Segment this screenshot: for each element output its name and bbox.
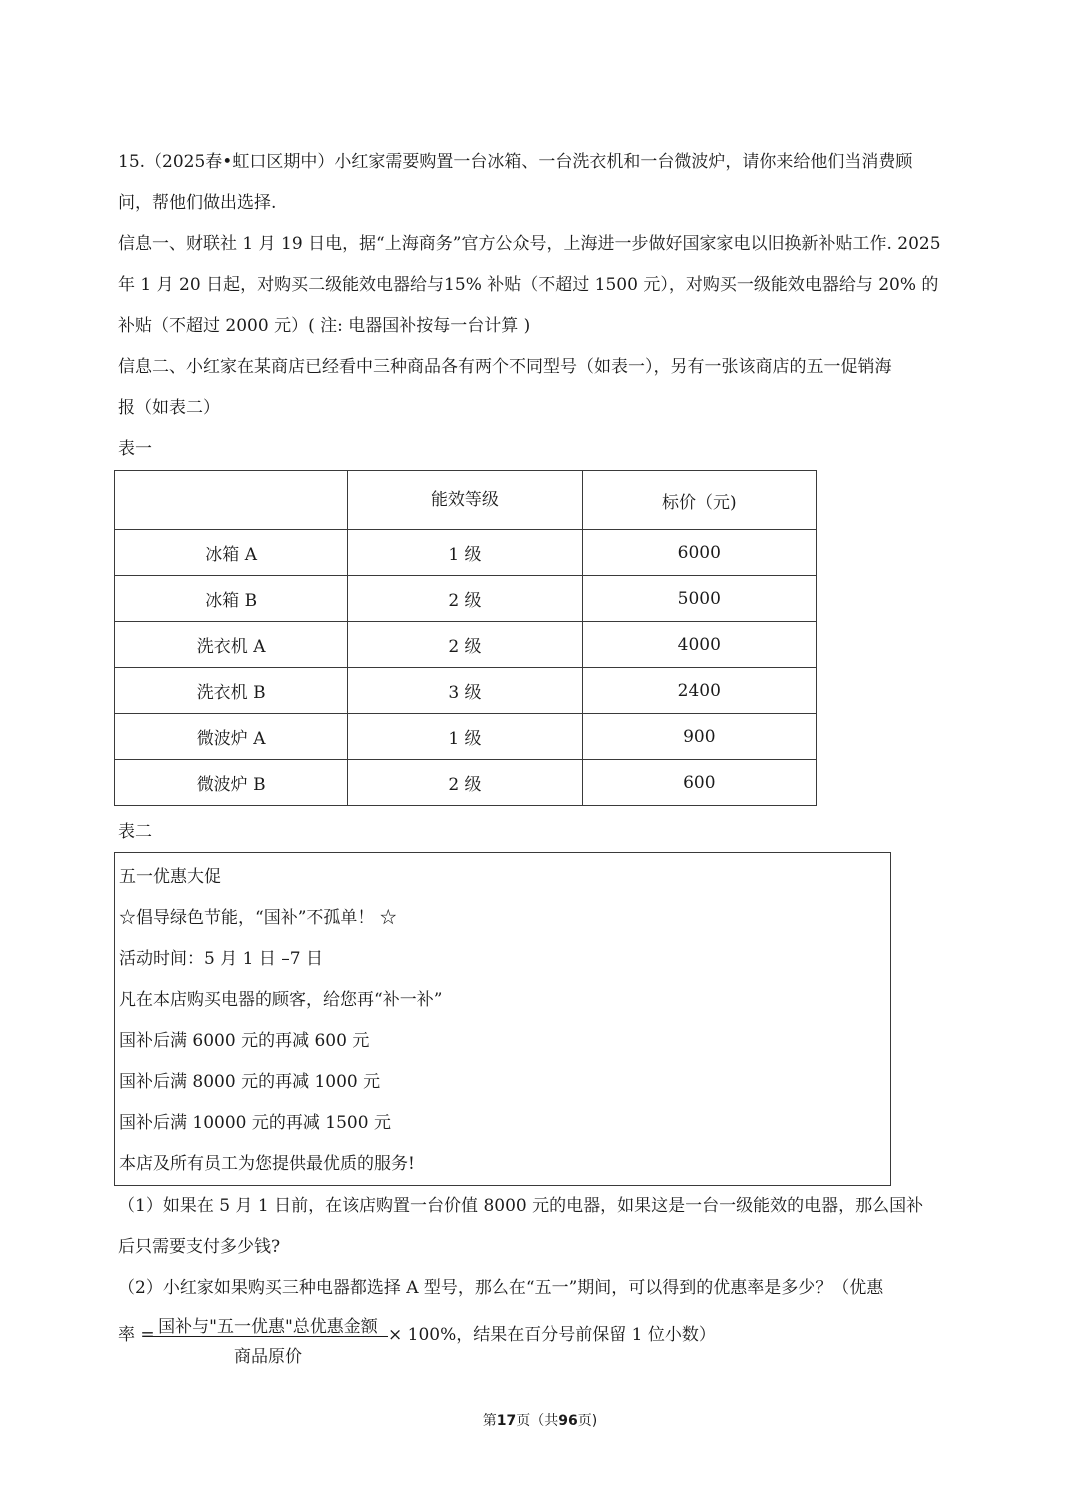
info1-line-3: 补贴（不超过 2000 元）( 注: 电器国补按每一台计算 ) <box>118 316 531 336</box>
fraction-bar <box>148 1336 388 1337</box>
info1-line-1: 信息一、财联社 1 月 19 日电，据“上海商务”官方公众号，上海进一步做好国家家电以旧换新补贴工作. 2025 <box>118 234 941 254</box>
footer-page-number: 17 <box>496 1413 517 1429</box>
poster-line: 活动时间：5 月 1 日 –7 日 <box>119 949 323 969</box>
table-row <box>115 576 817 622</box>
table-header-row <box>115 471 817 530</box>
table2-caption: 表二 <box>118 822 152 842</box>
part2-line-1: （2）小红家如果购买三种电器都选择 A 型号，那么在“五一”期间，可以得到的优惠率是多少？（优惠 <box>118 1278 884 1298</box>
footer-total-pages: 96 <box>558 1413 578 1429</box>
cell-level: 2 级 <box>348 760 582 806</box>
table-row <box>115 714 817 760</box>
table-row <box>115 668 817 714</box>
poster-line: 五一优惠大促 <box>119 867 221 887</box>
poster-line: 国补后满 6000 元的再减 600 元 <box>119 1031 370 1051</box>
table-row <box>115 760 817 806</box>
info1-line-2: 年 1 月 20 日起，对购买二级能效电器给与15% 补贴（不超过 1500 元），对购买一级能效电器给与 20% 的 <box>118 275 939 295</box>
cell-level: 3 级 <box>348 668 582 714</box>
fraction-denominator: 商品原价 <box>234 1347 302 1367</box>
cell-level: 1 级 <box>348 530 582 576</box>
poster-line: 国补后满 8000 元的再减 1000 元 <box>119 1072 381 1092</box>
cell-price: 6000 <box>582 530 816 576</box>
cell-price: 5000 <box>582 576 816 622</box>
table-row <box>115 622 817 668</box>
cell-level: 1 级 <box>348 714 582 760</box>
cell-name: 冰箱 B <box>115 576 348 622</box>
cell-name: 微波炉 B <box>115 760 348 806</box>
footer-prefix: 第 <box>482 1413 497 1429</box>
cell-name: 微波炉 A <box>115 714 348 760</box>
page-footer <box>0 1410 1080 1430</box>
header-cell-price: 标价（元) <box>582 471 816 530</box>
info2-line-2: 报（如表二） <box>118 398 220 418</box>
info2-line-1: 信息二、小红家在某商店已经看中三种商品各有两个不同型号（如表一），另有一张该商店的五一促销海 <box>118 357 892 377</box>
part1-line-2: 后只需要支付多少钱? <box>118 1237 281 1257</box>
table1-caption: 表一 <box>118 439 152 459</box>
question-line-1: 15.（2025春•虹口区期中）小红家需要购置一台冰箱、一台洗衣机和一台微波炉，请你来给他们当消费顾 <box>118 152 913 172</box>
cell-name: 洗衣机 A <box>115 622 348 668</box>
fraction-numerator: 国补与"五一优惠"总优惠金额 <box>158 1317 378 1337</box>
part1-line-1: （1）如果在 5 月 1 日前，在该店购置一台价值 8000 元的电器，如果这是一台一级能效的电器，那么国补 <box>118 1196 924 1216</box>
cell-price: 600 <box>582 760 816 806</box>
part2-rate-suffix: × 100%，结果在百分号前保留 1 位小数） <box>388 1325 716 1345</box>
cell-price: 4000 <box>582 622 816 668</box>
poster-line: 凡在本店购买电器的顾客，给您再“补一补” <box>119 990 443 1010</box>
part2-rate-prefix: 率 = <box>118 1325 155 1345</box>
promotion-poster <box>114 852 891 1186</box>
cell-level: 2 级 <box>348 576 582 622</box>
header-cell-level: 能效等级 <box>348 471 582 530</box>
poster-line: 本店及所有员工为您提供最优质的服务! <box>119 1154 415 1174</box>
table-row <box>115 530 817 576</box>
header-cell-blank <box>115 471 348 530</box>
poster-line: ☆倡导绿色节能，“国补”不孤单！ ☆ <box>119 908 397 928</box>
appliance-table <box>114 470 817 806</box>
cell-name: 冰箱 A <box>115 530 348 576</box>
cell-price: 2400 <box>582 668 816 714</box>
cell-price: 900 <box>582 714 816 760</box>
question-line-2: 问，帮他们做出选择. <box>118 193 277 213</box>
cell-level: 2 级 <box>348 622 582 668</box>
cell-name: 洗衣机 B <box>115 668 348 714</box>
footer-middle: 页（共 <box>516 1413 559 1429</box>
footer-suffix: 页) <box>577 1413 598 1429</box>
poster-line: 国补后满 10000 元的再减 1500 元 <box>119 1113 391 1133</box>
